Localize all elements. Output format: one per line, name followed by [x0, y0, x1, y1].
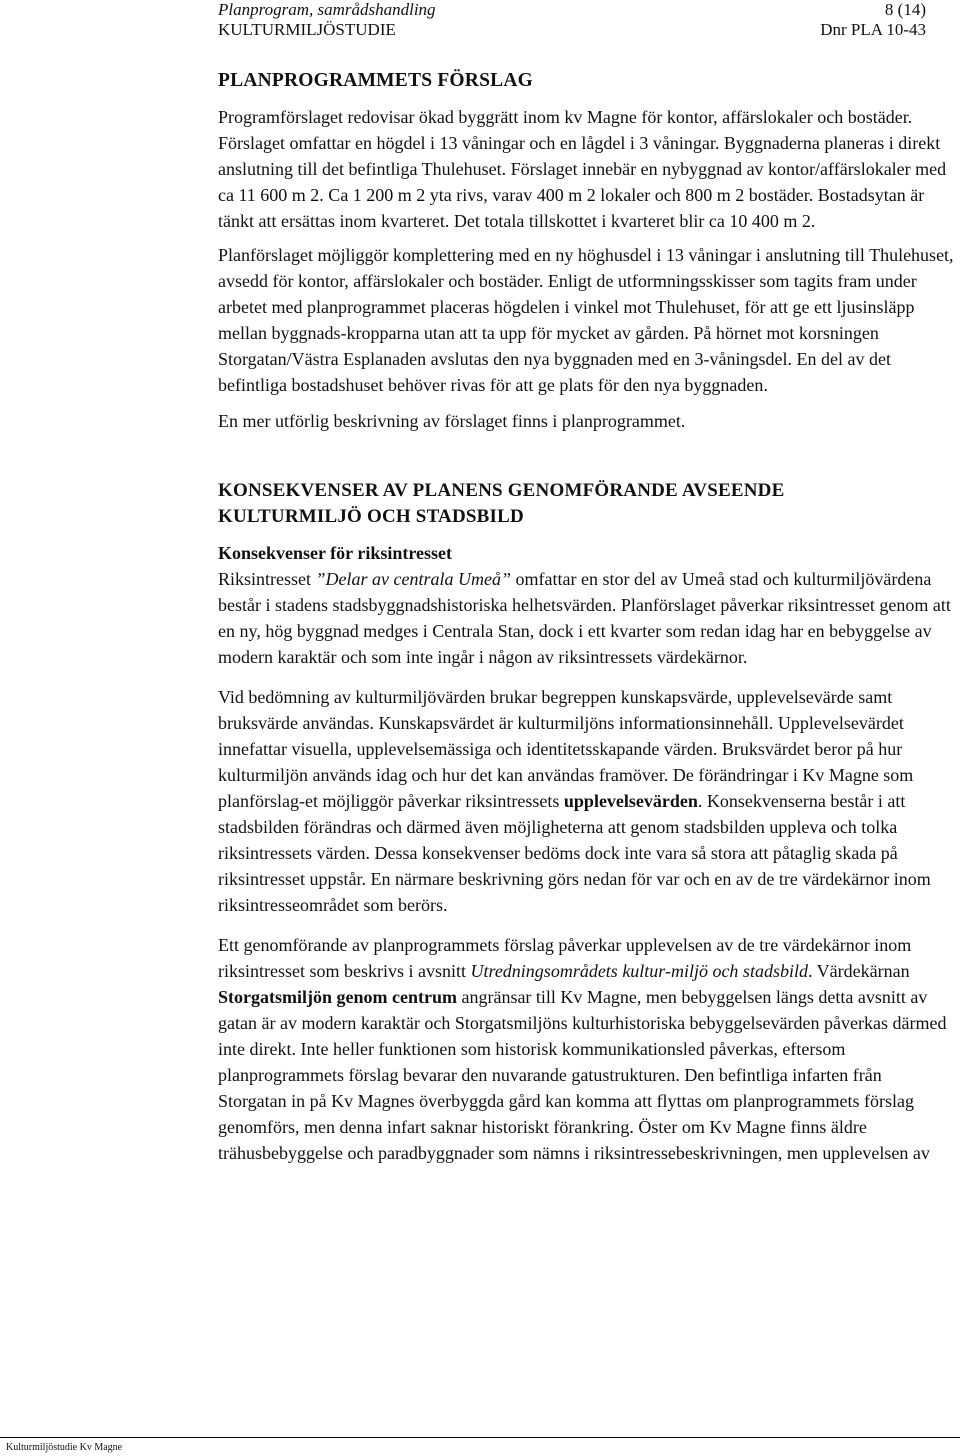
- heading-line: KONSEKVENSER AV PLANENS GENOMFÖRANDE AVSEENDE: [218, 480, 785, 501]
- section-heading-konsekvenser: [218, 478, 954, 530]
- italic-text: Utredningsområdets kultur-miljö och stadsbild: [470, 961, 808, 981]
- paragraph: Planförslaget möjliggör komplettering med en ny höghusdel i 13 våningar i anslutning till Thulehuset, avsedd för kontor, affärslokaler och bostäder. Enligt de utformningsskisser som tagits fram under arbetet med planprogrammet placeras högdelen i vinkel mot Thulehuset, för att ge ett ljusinsläpp mellan byggnads-kropparna utan att ta upp för mycket av gården. På hörnet mot korsningen Storgatan/Västra Esplanaden avslutas den nya byggnaden med en 3-våningsdel. En del av det befintliga bostadshuset behöver rivas för att ge plats för den nya byggnaden.: [218, 245, 954, 395]
- text-run: omfattar en stor del av Umeå stad och kulturmiljövärdena består i stadens stadsbyggnadshistoriska helhetsvärden. Planförslaget påverkar riksintresset genom att en ny, hög byggnad medges i Centrala Stan, dock i ett kvarter som redan idag har en bebyggelse av modern karaktär och som inte ingår i någon av riksintressets värdekärnor.: [218, 569, 951, 667]
- page-content: [218, 66, 954, 1166]
- paragraph: [218, 566, 954, 670]
- italic-text: ”Delar av centrala Umeå”: [315, 569, 511, 589]
- footer-divider: [0, 1437, 960, 1438]
- text-run: Vid bedömning av kulturmiljövärden brukar begreppen kunskapsvärde, upplevelsevärde samt bruksvärde användas. Kunskapsvärdet är kulturmiljöns informationsinnehåll. Upplevelsevärdet innefattar visuella, upplevelsemässiga och identitetsskapande värden. Bruksvärdet beror på hur kulturmiljön används idag och hur det kan användas framöver. De förändringar i Kv Magne som planförslag-et möjliggör påverkar riksintressets: [218, 687, 914, 811]
- subheading-riksintresset: Konsekvenser för riksintresset: [218, 543, 452, 563]
- paragraph: [218, 932, 954, 1166]
- page-footer: Kulturmiljöstudie Kv Magne: [6, 1442, 123, 1453]
- text-run: angränsar till Kv Magne, men bebyggelsen längs detta avsnitt av gatan är av modern karaktär och Storgatsmiljöns kulturhistoriska bebyggelsevärden påverkas därmed inte direkt. Inte heller funktionen som historisk kommunikationsled påverkas, eftersom planprogrammets förslag bevarar den nuvarande gatustrukturen. Den befintliga infarten från Storgatan in på Kv Magnes överbyggda gård kan komma att flyttas om planprogrammets förslag genomförs, men denna infart saknar historiskt förankring. Öster om Kv Magne finns äldre trähusbebyggelse och paradbyggnader som nämns i riksintressebeskrivningen, men upplevelsen av: [218, 987, 947, 1163]
- text-run: Ett genomförande av planprogrammets förslag påverkar upplevelsen av de tre värdekärnor inom riksintresset som beskrivs i avsnitt: [218, 935, 912, 981]
- page-number: 8 (14): [884, 0, 926, 19]
- bold-text: Storgatsmiljön genom centrum: [218, 987, 457, 1007]
- paragraph: En mer utförlig beskrivning av förslaget finns i planprogrammet.: [218, 411, 686, 431]
- bold-text: upplevelsevärden: [563, 791, 698, 811]
- text-run: . Värdekärnan: [807, 961, 910, 981]
- section-label: KULTURMILJÖSTUDIE: [218, 20, 396, 39]
- text-run: . Konsekvenserna består i att stadsbilden förändras och därmed även möjligheterna att genom stadsbilden uppleva och tolka riksintressets värden. Dessa konsekvenser bedöms dock inte vara så stora att påtaglig skada på riksintresset uppstår. En närmare beskrivning görs nedan för var och en av de tre värdekärnor inom riksintresseområdet som berörs.: [218, 791, 931, 915]
- section-heading-forslag: PLANPROGRAMMETS FÖRSLAG: [218, 70, 533, 91]
- paragraph: [218, 684, 954, 918]
- text-run: Riksintresset: [218, 569, 316, 589]
- heading-line: KULTURMILJÖ OCH STADSBILD: [218, 506, 524, 527]
- reference-number: Dnr PLA 10-43: [820, 20, 926, 39]
- doc-title: Planprogram, samrådshandling: [218, 0, 436, 19]
- paragraph: Programförslaget redovisar ökad byggrätt inom kv Magne för kontor, affärslokaler och bostäder. Förslaget omfattar en högdel i 13 våningar och en lågdel i 3 våningar. Byggnaderna planeras i direkt anslutning till det befintliga Thulehuset. Förslaget innebär en nybyggnad av kontor/affärslokaler med ca 11 600 m 2. Ca 1 200 m 2 yta rivs, varav 400 m 2 lokaler och 800 m 2 bostäder. Bostadsytan är tänkt att ersättas inom kvarteret. Det totala tillskottet i kvarteret blir ca 10 400 m 2.: [218, 107, 947, 231]
